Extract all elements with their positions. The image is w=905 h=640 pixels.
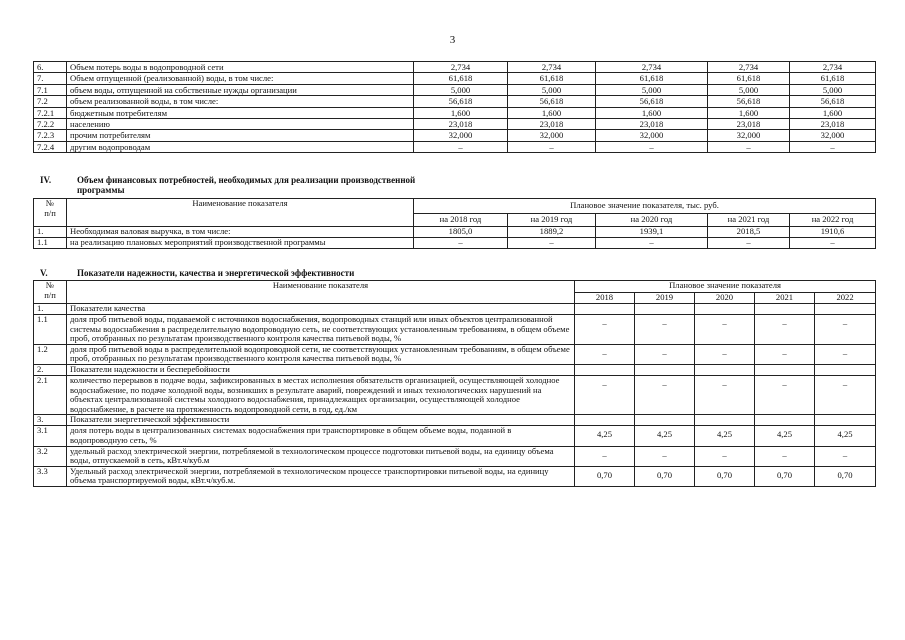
row-name: прочим потребителям <box>67 130 414 141</box>
empty-cell <box>755 415 815 426</box>
row-value: 4,25 <box>635 426 695 446</box>
row-value: 1,600 <box>414 107 508 118</box>
year-header: 2018 <box>575 292 635 304</box>
row-value: 4,25 <box>755 426 815 446</box>
year-header: 2022 <box>815 292 876 304</box>
row-value: 1889,2 <box>508 227 596 238</box>
row-value: – <box>575 375 635 414</box>
row-value: – <box>695 446 755 466</box>
row-value: – <box>815 315 876 345</box>
row-number: 1.2 <box>34 344 67 364</box>
row-value: 23,018 <box>596 118 708 129</box>
row-name: другим водопроводам <box>67 141 414 152</box>
table-row <box>34 118 876 129</box>
row-value: 0,70 <box>575 466 635 486</box>
row-value: – <box>635 375 695 414</box>
row-value: – <box>790 238 876 249</box>
row-name: объем реализованной воды, в том числе: <box>67 96 414 107</box>
row-value: 2,734 <box>790 62 876 73</box>
table-row <box>34 344 876 364</box>
row-value: – <box>695 344 755 364</box>
page-number: 3 <box>449 34 456 46</box>
section-5-title: Показатели надежности, качества и энергетической эффективности <box>77 268 355 278</box>
row-value: 23,018 <box>414 118 508 129</box>
row-value: – <box>575 446 635 466</box>
row-value: – <box>635 315 695 345</box>
year-header: на 2021 год <box>708 214 790 227</box>
year-header: на 2022 год <box>790 214 876 227</box>
year-header: 2020 <box>695 292 755 304</box>
row-number: 7.2.3 <box>34 130 67 141</box>
row-value: 2,734 <box>596 62 708 73</box>
row-name: Удельный расход электрической энергии, потребляемой в технологическом процессе транспортировки питьевой воды, на единицу объема транспортируемой воды, кВт.ч/куб.м. <box>67 466 575 486</box>
row-value: 4,25 <box>575 426 635 446</box>
group-name: Показатели надежности и бесперебойности <box>67 364 575 375</box>
row-value: 23,018 <box>508 118 596 129</box>
row-number: 1.1 <box>34 315 67 345</box>
section-4-number: IV. <box>40 175 52 185</box>
row-number: 7.1 <box>34 84 67 95</box>
empty-cell <box>815 415 876 426</box>
table-row <box>34 84 876 95</box>
row-value: 32,000 <box>790 130 876 141</box>
row-value: 56,618 <box>414 96 508 107</box>
row-name: на реализацию плановых мероприятий производственной программы <box>67 238 414 249</box>
row-value: 61,618 <box>596 73 708 84</box>
row-value: 2,734 <box>708 62 790 73</box>
table-row <box>34 375 876 414</box>
table-row <box>34 62 876 73</box>
row-value: 5,000 <box>414 84 508 95</box>
table-row <box>34 73 876 84</box>
row-value: 1,600 <box>708 107 790 118</box>
column-header-plan: Плановое значение показателя, тыс. руб. <box>414 199 876 214</box>
row-value: – <box>596 141 708 152</box>
row-number: 3.1 <box>34 426 67 446</box>
year-header: 2021 <box>755 292 815 304</box>
row-name: количество перерывов в подаче воды, зафиксированных в местах исполнения обязательств организацией, осуществляющей холодное водоснабжение, по подаче холодной воды, возникших в результате аварий, повреждений и иных технологических нарушений на объектах централизованной системы холодного водоснабжения, принадлежащих организации, осуществляющей холодное водоснабжение, в расчете на протяженность водопроводной сети, в год, ед./км <box>67 375 575 414</box>
row-name: бюджетным потребителям <box>67 107 414 118</box>
row-name: удельный расход электрической энергии, потребляемой в технологическом процессе подготовки питьевой воды, на единицу объема воды, отпускаемой в сеть, кВт.ч/куб.м <box>67 446 575 466</box>
row-value: – <box>414 238 508 249</box>
empty-cell <box>575 415 635 426</box>
row-value: 1805,0 <box>414 227 508 238</box>
row-value: 32,000 <box>508 130 596 141</box>
empty-cell <box>815 364 876 375</box>
row-value: 23,018 <box>790 118 876 129</box>
row-value: 0,70 <box>815 466 876 486</box>
row-value: 61,618 <box>708 73 790 84</box>
reliability-indicators-table <box>33 280 876 487</box>
row-number: 1. <box>34 227 67 238</box>
column-header-plan: Плановое значение показателя <box>575 281 876 293</box>
year-header: на 2018 год <box>414 214 508 227</box>
row-value: 56,618 <box>596 96 708 107</box>
row-value: 1910,6 <box>790 227 876 238</box>
row-value: 23,018 <box>708 118 790 129</box>
row-value: 1,600 <box>790 107 876 118</box>
empty-cell <box>635 415 695 426</box>
row-value: 32,000 <box>596 130 708 141</box>
financial-needs-table <box>33 198 876 249</box>
row-value: – <box>575 344 635 364</box>
year-header: на 2020 год <box>596 214 708 227</box>
row-value: 56,618 <box>790 96 876 107</box>
row-name: Объем отпущенной (реализованной) воды, в том числе: <box>67 73 414 84</box>
group-row <box>34 415 876 426</box>
year-header: 2019 <box>635 292 695 304</box>
empty-cell <box>695 364 755 375</box>
table-row <box>34 227 876 238</box>
row-value: – <box>508 141 596 152</box>
table-row <box>34 238 876 249</box>
row-number: 1. <box>34 304 67 315</box>
row-value: 56,618 <box>708 96 790 107</box>
row-value: 5,000 <box>596 84 708 95</box>
table-row <box>34 315 876 345</box>
row-value: 5,000 <box>708 84 790 95</box>
empty-cell <box>575 304 635 315</box>
row-value: – <box>755 315 815 345</box>
group-row <box>34 304 876 315</box>
row-value: – <box>815 375 876 414</box>
row-value: – <box>790 141 876 152</box>
row-name: доля проб питьевой воды в распределительной водопроводной сети, не соответствующих установленным требованиям, в общем объеме проб, отобранных по результатам производственного контроля качества питьевой воды, % <box>67 344 575 364</box>
row-number: 7. <box>34 73 67 84</box>
row-value: 0,70 <box>695 466 755 486</box>
row-value: – <box>575 315 635 345</box>
group-name: Показатели энергетической эффективности <box>67 415 575 426</box>
column-header-number: № п/п <box>34 281 67 304</box>
row-name: Объем потерь воды в водопроводной сети <box>67 62 414 73</box>
row-value: 61,618 <box>790 73 876 84</box>
empty-cell <box>635 364 695 375</box>
row-value: 61,618 <box>414 73 508 84</box>
row-value: 4,25 <box>815 426 876 446</box>
row-name: объем воды, отпущенной на собственные нужды организации <box>67 84 414 95</box>
empty-cell <box>695 415 755 426</box>
row-number: 7.2.2 <box>34 118 67 129</box>
row-value: 5,000 <box>508 84 596 95</box>
row-value: – <box>755 375 815 414</box>
row-value: 5,000 <box>790 84 876 95</box>
row-value: – <box>635 344 695 364</box>
row-value: – <box>414 141 508 152</box>
row-value: – <box>508 238 596 249</box>
row-value: 32,000 <box>414 130 508 141</box>
empty-cell <box>695 304 755 315</box>
empty-cell <box>815 304 876 315</box>
row-number: 2. <box>34 364 67 375</box>
section-4-title-line2: программы <box>77 185 125 195</box>
column-header-name: Наименование показателя <box>67 199 414 227</box>
row-number: 2.1 <box>34 375 67 414</box>
row-value: 1,600 <box>596 107 708 118</box>
row-value: 4,25 <box>695 426 755 446</box>
table-row <box>34 446 876 466</box>
table-row <box>34 96 876 107</box>
row-value: 56,618 <box>508 96 596 107</box>
table-row <box>34 130 876 141</box>
row-value: – <box>695 315 755 345</box>
row-number: 7.2.4 <box>34 141 67 152</box>
row-name: доля потерь воды в централизованных системах водоснабжения при транспортировке в общем объеме воды, поданной в водопроводную сеть, % <box>67 426 575 446</box>
row-number: 3. <box>34 415 67 426</box>
table-row <box>34 107 876 118</box>
row-value: – <box>695 375 755 414</box>
row-value: – <box>755 344 815 364</box>
row-value: 2,734 <box>414 62 508 73</box>
row-value: 0,70 <box>635 466 695 486</box>
row-number: 7.2 <box>34 96 67 107</box>
section-4-title-line1: Объем финансовых потребностей, необходимых для реализации производственной <box>77 175 416 185</box>
section-5-number: V. <box>40 268 48 278</box>
row-value: 61,618 <box>508 73 596 84</box>
row-value: – <box>755 446 815 466</box>
row-name: доля проб питьевой воды, подаваемой с источников водоснабжения, водопроводных станций или иных объектов централизованной системы водоснабжения в распределительную водопроводную сеть, не соответствующих установленным требованиям, в общем объеме проб, отобранных по результатам производственного контроля качества питьевой воды, % <box>67 315 575 345</box>
section-4-heading <box>40 175 740 197</box>
row-value: 2,734 <box>508 62 596 73</box>
column-header-name: Наименование показателя <box>67 281 575 304</box>
row-number: 6. <box>34 62 67 73</box>
row-value: – <box>708 141 790 152</box>
row-value: 32,000 <box>708 130 790 141</box>
row-value: – <box>708 238 790 249</box>
row-value: – <box>596 238 708 249</box>
empty-cell <box>635 304 695 315</box>
row-value: 1939,1 <box>596 227 708 238</box>
row-name: Необходимая валовая выручка, в том числе: <box>67 227 414 238</box>
section-5-heading <box>40 268 740 279</box>
row-value: 0,70 <box>755 466 815 486</box>
empty-cell <box>575 364 635 375</box>
row-number: 3.3 <box>34 466 67 486</box>
column-header-number: № п/п <box>34 199 67 227</box>
year-header: на 2019 год <box>508 214 596 227</box>
row-value: – <box>815 446 876 466</box>
water-volume-table <box>33 61 876 153</box>
row-number: 3.2 <box>34 446 67 466</box>
row-value: – <box>635 446 695 466</box>
row-number: 7.2.1 <box>34 107 67 118</box>
row-value: 1,600 <box>508 107 596 118</box>
empty-cell <box>755 364 815 375</box>
table-row <box>34 466 876 486</box>
row-value: 2018,5 <box>708 227 790 238</box>
group-name: Показатели качества <box>67 304 575 315</box>
empty-cell <box>755 304 815 315</box>
table-row <box>34 141 876 152</box>
row-name: населению <box>67 118 414 129</box>
row-value: – <box>815 344 876 364</box>
row-number: 1.1 <box>34 238 67 249</box>
group-row <box>34 364 876 375</box>
table-row <box>34 426 876 446</box>
